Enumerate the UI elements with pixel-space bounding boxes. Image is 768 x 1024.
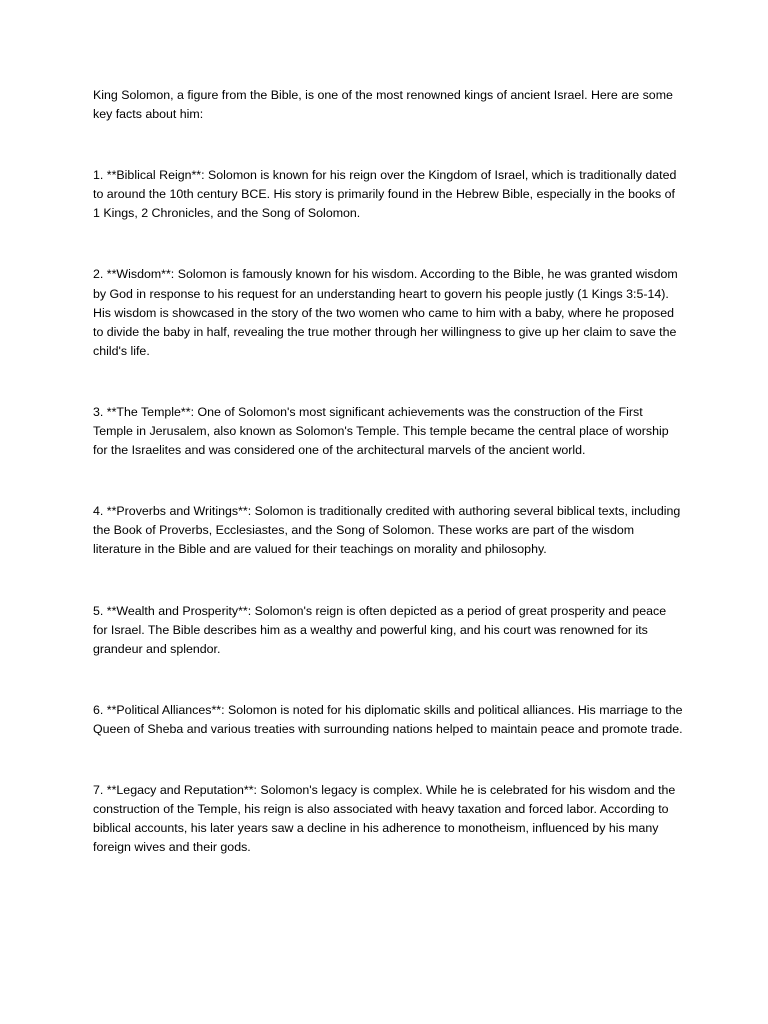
fact-item-biblical-reign: 1. **Biblical Reign**: Solomon is known for his reign over the Kingdom of Israel, which is traditionally dated to around the 10th century BCE. His story is primarily found in the Hebrew Bible, especially in the books of 1 Kings, 2 Chronicles, and the Song of Solomon.: [93, 168, 677, 221]
fact-item-temple: 3. **The Temple**: One of Solomon's most significant achievements was the construction of the First Temple in Jerusalem, also known as Solomon's Temple. This temple became the central place of worship for the Israelites and was considered one of the architectural marvels of the ancient world.: [93, 404, 669, 458]
intro-paragraph: King Solomon, a figure from the Bible, is one of the most renowned kings of ancient Israel. Here are some key facts about him:: [93, 88, 673, 122]
fact-item-wealth: 5. **Wealth and Prosperity**: Solomon's reign is often depicted as a period of great prosperity and peace for Israel. The Bible describes him as a wealthy and powerful king, and his court was renowned for its grandeur and splendor.: [93, 603, 667, 656]
fact-item-legacy: 7. **Legacy and Reputation**: Solomon's legacy is complex. While he is celebrated for his wisdom and the construction of the Temple, his reign is also associated with heavy taxation and forced labor. According to biblical accounts, his later years saw a decline in his adherence to monotheism, influenced by his many foreign wives and their gods.: [93, 782, 676, 855]
fact-item-proverbs: 4. **Proverbs and Writings**: Solomon is traditionally credited with authoring several biblical texts, including the Book of Proverbs, Ecclesiastes, and the Song of Solomon. These works are part of the wisdom literature in the Bible and are valued for their teachings on morality and philosophy.: [93, 504, 681, 557]
fact-item-alliances: 6. **Political Alliances**: Solomon is noted for his diplomatic skills and political alliances. His marriage to the Queen of Sheba and various treaties with surrounding nations helped to maintain peace and promote trade.: [93, 702, 683, 736]
fact-item-wisdom: 2. **Wisdom**: Solomon is famously known for his wisdom. According to the Bible, he was granted wisdom by God in response to his request for an understanding heart to govern his people justly (1 Kings 3:5-14). His wisdom is showcased in the story of the two women who came to him with a baby, where he proposed to divide the baby in half, revealing the true mother through her willingness to give up her claim to save the child's life.: [93, 267, 678, 358]
document-body: [93, 86, 683, 899]
